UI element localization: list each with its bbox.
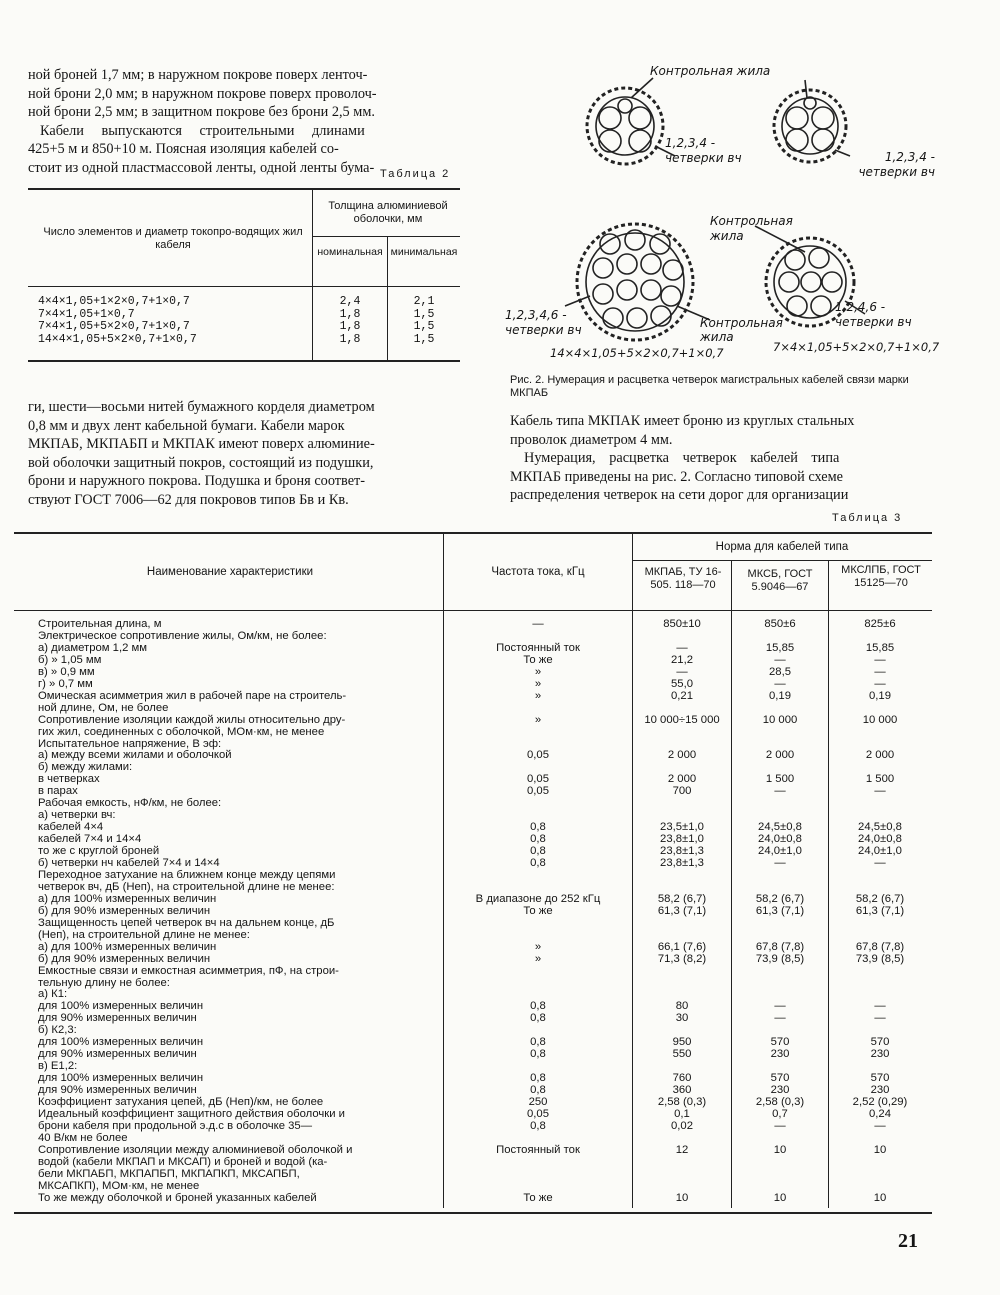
table3-cell: 10 <box>773 1191 787 1204</box>
table2-row: 7×4×1,05+5×2×0,7+1×0,7 <box>38 320 190 333</box>
table3-cell: 73,9 (8,5) <box>755 952 805 965</box>
table3-cell: — <box>774 1119 786 1132</box>
table2-vline2 <box>387 236 388 361</box>
table3-cell: 55,0 <box>671 677 693 690</box>
table3-cell-name: кабелей 7×4 и 14×4 <box>38 833 142 846</box>
table3-cell: 24,5±0,8 <box>758 821 802 834</box>
table3-cell: » <box>534 665 542 678</box>
table3-cell-name: Рабочая емкость, нФ/км, не более: <box>38 797 222 810</box>
table3-cell: 10 000 <box>862 713 898 726</box>
table3-cell: 0,8 <box>530 1012 546 1025</box>
table3-cell: 0,8 <box>530 845 546 858</box>
table3-cell-name: для 100% измеренных величин <box>38 1036 204 1049</box>
table3-title: Таблица 3 <box>832 512 903 524</box>
table3-cell-name: 40 В/км не более <box>38 1131 128 1144</box>
table2-row: 4×4×1,05+1×2×0,7+1×0,7 <box>38 295 190 308</box>
label-control-1: Контрольная жила <box>650 64 771 78</box>
table3-cell: То же <box>523 1191 553 1204</box>
table3-cell: 2 000 <box>667 749 697 762</box>
table3-cell: 0,19 <box>869 689 891 702</box>
table3-cell-name: то же с круглой броней <box>38 845 160 858</box>
table3-cell: 24,5±0,8 <box>858 821 902 834</box>
table3-cell: 23,8±1,0 <box>660 833 704 846</box>
table3-header-name: Наименование характеристики <box>146 566 314 578</box>
table3-cell: 2,58 (0,3) <box>755 1096 805 1108</box>
table2-bottom-rule <box>28 360 460 362</box>
table3-cell: 73,9 (8,5) <box>855 952 905 965</box>
table3-cell: 950 <box>672 1036 692 1049</box>
table3-cell: 58,2 (6,7) <box>855 892 905 905</box>
table3-cell: То же <box>523 653 553 666</box>
table3-cell: 0,19 <box>769 689 791 702</box>
table3-header-c2: МКСБ, ГОСТ 5.9046—67 <box>747 568 813 593</box>
table2-row: 7×4×1,05+1×0,7 <box>38 307 135 321</box>
table3-cell: — <box>874 677 886 690</box>
text-line: МКПАБ, МКПАБП и МКПАК имеют поверх алюминие- <box>28 436 375 453</box>
table3-cell: » <box>534 689 542 702</box>
table3-cell: 10 000÷15 000 <box>644 713 720 726</box>
table3-cell: — <box>774 1012 786 1025</box>
table3-cell: 10 <box>873 1191 887 1204</box>
paragraph-right <box>510 412 930 505</box>
paragraph-top-left <box>28 66 458 178</box>
cell-min: 2,1 <box>413 295 435 308</box>
table3-cell: 2 000 <box>765 749 795 762</box>
table3-cell-name: а) четверки вч: <box>38 809 116 822</box>
table3-cell: 250 <box>528 1096 548 1108</box>
table3-cell: 10 <box>773 1143 787 1156</box>
table3-cell: 0,1 <box>674 1107 690 1120</box>
table3-cell-name: г) » 0,7 мм <box>38 677 93 690</box>
table3-cell: » <box>534 713 542 726</box>
table3-cell: 0,8 <box>530 821 546 834</box>
table3-cell-name: Электрическое сопротивление жилы, Ом/км, не более: <box>38 629 327 642</box>
text-line: Кабели выпускаются строительными длинами <box>40 122 365 139</box>
table3-cell: 570 <box>770 1072 790 1085</box>
table3-cell: — <box>774 785 786 798</box>
table3-cell: 12 <box>675 1143 689 1156</box>
table3-cell: 30 <box>675 1012 689 1025</box>
table3-cell-name: б) четверки нч кабелей 7×4 и 14×4 <box>38 857 220 869</box>
table3-cell-name: для 90% измеренных величин <box>38 1084 197 1097</box>
paragraph-bottom-left <box>28 398 458 510</box>
table3-cell-name: Идеальный коэффициент защитного действия оболочки и <box>38 1107 345 1120</box>
table3-cell: 61,3 (7,1) <box>755 904 805 917</box>
table3-cell-name: а) диаметром 1,2 мм <box>38 641 148 654</box>
table3-cell-name: а) для 100% измеренных величин <box>38 892 217 905</box>
table3-cell-name: МКСАПКП), МОм·км, не менее <box>38 1179 200 1192</box>
table3-cell-name: Сопротивление изоляции между алюминиевой оболочкой и <box>38 1143 353 1156</box>
table3-cell-name: брони кабеля при продольной э.д.с в оболочке 35— <box>38 1119 312 1132</box>
table3-cell: — <box>874 1012 886 1025</box>
table3-cell-name: для 100% измеренных величин <box>38 1000 204 1013</box>
table3-cell: 61,3 (7,1) <box>855 904 905 917</box>
table3-cell-name: ной длине, Ом, не более <box>38 701 169 714</box>
table3-cell-name: кабелей 4×4 <box>38 821 104 834</box>
table3-cell: 10 <box>873 1143 887 1156</box>
label-quads-1: 1,2,3,4 - четверки вч <box>665 136 742 165</box>
formula-right: 7×4×1,05+5×2×0,7+1×0,7 <box>773 340 940 354</box>
table3-cell-name: б) » 1,05 мм <box>38 653 102 666</box>
table3-cell: 1 500 <box>865 773 895 786</box>
table3-group-rule <box>632 560 932 561</box>
table2-rows <box>38 296 197 346</box>
cell-min: 1,5 <box>413 307 435 321</box>
table3-cell-name: бели МКПАБП, МКПАПБП, МКПАПКП, МКСАПБП, <box>38 1167 300 1180</box>
page-number: 21 <box>898 1230 918 1252</box>
table3-header-c1: МКПАБ, ТУ 16-505. 118—70 <box>644 566 722 591</box>
figure-caption: Рис. 2. Нумерация и расцветка четверок магистральных кабелей связи марки МКПАБ <box>510 374 909 399</box>
table3-cell-name: Емкостные связи и емкостная асимметрия, пФ, на строи- <box>38 964 339 977</box>
table3-cell: — <box>774 1000 786 1013</box>
label-control-3: Контрольная жила <box>700 316 783 344</box>
table3-cell-name: а) для 100% измеренных величин <box>38 940 217 953</box>
table3-cell: 61,3 (7,1) <box>657 904 707 917</box>
table3-cell: — <box>676 665 688 678</box>
text-line: вой оболочки защитный покров, состоящий из подушки, <box>28 454 374 471</box>
table2-col1-header: Число элементов и диаметр токопро-водящих жил кабеля <box>43 226 303 251</box>
table2-sub1: номинальная <box>317 246 383 258</box>
table3-header-c3: МКСЛПБ, ГОСТ 15125—70 <box>841 564 921 589</box>
table3-top-rule <box>14 532 932 534</box>
cell-min: 1,5 <box>413 332 435 346</box>
table3-cell: 24,0±0,8 <box>858 833 902 846</box>
table3-vline-3 <box>731 560 732 1208</box>
table3-cell: — <box>676 641 688 654</box>
table3-cell: 760 <box>672 1072 692 1085</box>
table3-cell: 360 <box>672 1084 692 1097</box>
table3-cell: 2 000 <box>865 749 895 762</box>
table3-cell: 0,8 <box>530 1072 546 1085</box>
table3-cell: 71,3 (8,2) <box>657 952 707 965</box>
table3-bottom-rule <box>14 1212 932 1214</box>
text-line: распределения четверок на сети дорог для организации <box>510 487 849 504</box>
table3-cell-name: Омическая асимметрия жил в рабочей паре на строитель- <box>38 689 347 702</box>
table3-cell: 10 <box>675 1191 689 1204</box>
text-line: проволок диаметром 4 мм. <box>510 431 673 448</box>
text-line: ной броней 1,7 мм; в наружном покрове поверх ленточ- <box>28 67 368 83</box>
table3-cell-name: в) Е1,2: <box>38 1060 78 1073</box>
table3-cell: 570 <box>770 1036 790 1049</box>
table3-cell: 0,8 <box>530 1048 546 1061</box>
table3-cell-name: Испытательное напряжение, В эф: <box>38 737 222 750</box>
table3-cell-name: а) между всеми жилами и оболочкой <box>38 749 232 762</box>
table3-cell: 23,5±1,0 <box>660 821 704 834</box>
table3-cell-name: водой (кабели МКПАП и МКСАП) и броней и водой (ка- <box>38 1155 328 1168</box>
table3-cell-name: гих жил, соединенных с оболочкой, МОм·км, не менее <box>38 725 325 738</box>
text-line: ной брони 2,5 мм; в защитном покрове без брони 2,5 мм. <box>28 104 375 121</box>
cell-min: 1,5 <box>413 320 435 333</box>
table3-cell: 24,0±1,0 <box>758 845 802 858</box>
table2-nom-col <box>320 296 380 346</box>
table3-cell: » <box>534 952 542 965</box>
table3-header-rule <box>14 610 932 611</box>
table3-cell: 21,2 <box>671 653 693 666</box>
table3-cell: — <box>874 857 886 869</box>
text-line: 0,8 мм и двух лент кабельной бумаги. Кабели марок <box>28 417 345 434</box>
table3-cell: » <box>534 940 542 953</box>
table3-cell: 58,2 (6,7) <box>657 892 707 905</box>
table3-cell: 24,0±0,8 <box>758 833 802 846</box>
table3-header-group: Норма для кабелей типа <box>715 541 849 553</box>
table3-cell: — <box>774 677 786 690</box>
table3-cell: 10 000 <box>762 713 798 726</box>
table3-cell: 0,8 <box>530 857 546 869</box>
table3-cell-name: в) » 0,9 мм <box>38 665 95 678</box>
table3-cell: В диапазоне до 252 кГц <box>475 892 601 905</box>
table3-cell-name: б) для 90% измеренных величин <box>38 904 211 917</box>
table3-cell: 0,8 <box>530 1036 546 1049</box>
table3-cell: 0,21 <box>671 689 693 702</box>
table3-cell: 570 <box>870 1036 890 1049</box>
table3-cell-name: Строительная длина, м <box>38 618 162 630</box>
table3-vline-2 <box>632 533 633 1208</box>
label-quads-3: 1,2,3,4,6 - четверки вч <box>505 308 582 337</box>
table3-cell-name: Переходное затухание на ближнем конце между цепями <box>38 868 336 881</box>
cell-nom: 1,8 <box>339 320 361 333</box>
table3-cell: 23,8±1,3 <box>660 857 704 869</box>
table3-cell: 230 <box>770 1084 790 1097</box>
table3-cell: — <box>532 618 544 630</box>
table3-cell-name: б) между жилами: <box>38 761 133 774</box>
table3-cell: 700 <box>672 785 692 798</box>
table3-cell-name: в парах <box>38 785 78 798</box>
table3-cell: 15,85 <box>765 641 795 654</box>
table2-top-rule <box>28 188 460 190</box>
table3-cell: » <box>534 677 542 690</box>
table3-cell: 24,0±1,0 <box>858 845 902 858</box>
table3-cell: 2,58 (0,3) <box>657 1096 707 1108</box>
table3-cell: — <box>774 857 786 869</box>
label-control-2: Контрольная жила <box>710 214 793 243</box>
table3-cell: 825±6 <box>864 618 896 630</box>
table3-cell: 2 000 <box>667 773 697 786</box>
table3-cell: Постоянный ток <box>496 641 580 654</box>
table3-cell-name: Сопротивление изоляции каждой жилы относительно дру- <box>38 713 346 726</box>
table2-min-col <box>394 296 454 346</box>
table2-group-rule <box>312 236 460 237</box>
table3-cell-name: б) К2,3: <box>38 1024 77 1037</box>
cell-nom: 2,4 <box>339 295 361 308</box>
table3-cell: 0,05 <box>527 785 549 798</box>
table3-cell: 23,8±1,3 <box>660 845 704 858</box>
table3-cell: 0,8 <box>530 1084 546 1097</box>
label-quads-2: 1,2,3,4 - четверки вч <box>858 150 935 179</box>
table3-cell-name: а) К1: <box>38 988 68 1001</box>
label-quads-4: 1,2,4,6 - четверки вч <box>835 300 912 329</box>
table3-cell: 0,05 <box>527 773 549 786</box>
table2-sub2: минимальная <box>390 246 458 258</box>
table3-cell: 0,05 <box>527 1107 549 1120</box>
cell-nom: 1,8 <box>339 307 361 321</box>
table3-cell: — <box>874 785 886 798</box>
table3-cell: 0,24 <box>869 1107 891 1120</box>
table3-cell-name: в четверках <box>38 773 100 786</box>
text-line: стоит из одной пластмассовой ленты, одной ленты бума- <box>28 159 375 176</box>
figure-2 <box>505 56 940 366</box>
table3-cell: Постоянный ток <box>496 1143 580 1156</box>
table3-cell-name: (Неп), на строительной длине не менее: <box>38 928 250 941</box>
text-line: Кабель типа МКПАК имеет броню из круглых стальных <box>510 413 855 429</box>
table3-cell: — <box>874 1119 886 1132</box>
table3-cell: — <box>874 653 886 666</box>
table3-cell: 67,8 (7,8) <box>755 940 805 953</box>
table3-cell-name: Коэффициент затухания цепей, дБ (Неп)/км, не более <box>38 1096 324 1108</box>
table2-title: Таблица 2 <box>380 168 451 180</box>
text-line: ги, шести—восьми нитей бумажного корделя диаметром <box>28 399 375 415</box>
table3-cell: — <box>874 1000 886 1013</box>
cell-nom: 1,8 <box>339 332 361 346</box>
table3-cell: — <box>774 653 786 666</box>
table3-cell: 230 <box>870 1048 890 1061</box>
table3-vline-1 <box>443 533 444 1208</box>
table3-cell: — <box>874 665 886 678</box>
table3-cell: 58,2 (6,7) <box>755 892 805 905</box>
table3-cell: 80 <box>675 1000 689 1013</box>
table3-cell: 0,7 <box>772 1107 788 1120</box>
table2-vline <box>312 189 313 361</box>
table2-row: 14×4×1,05+5×2×0,7+1×0,7 <box>38 332 197 346</box>
table3-cell: То же <box>523 904 553 917</box>
table3-cell-name: для 90% измеренных величин <box>38 1048 197 1061</box>
table3-cell: 15,85 <box>865 641 895 654</box>
text-line: брони и наружного покрова. Подушка и броня соответ- <box>28 473 366 490</box>
table3-cell: 570 <box>870 1072 890 1085</box>
text-line: ной брони 2,0 мм; в наружном покрове поверх проволоч- <box>28 85 377 102</box>
table3-cell-name: для 100% измеренных величин <box>38 1072 204 1085</box>
table3-cell-name: для 90% измеренных величин <box>38 1012 197 1025</box>
table3-cell: 850±10 <box>663 618 701 630</box>
table3-cell-name: четверок вч, дБ (Неп), на строительной длине не менее: <box>38 880 335 893</box>
table3-cell: 230 <box>870 1084 890 1097</box>
table3-cell: 550 <box>672 1048 692 1061</box>
table3-cell: 230 <box>770 1048 790 1061</box>
table3-cell: 0,8 <box>530 1119 546 1132</box>
table3-cell: 850±6 <box>764 618 796 630</box>
table3-cell: 28,5 <box>769 665 791 678</box>
table3-cell: 1 500 <box>765 773 795 786</box>
table3-vline-4 <box>828 560 829 1208</box>
table3-cell: 2,52 (0,29) <box>852 1096 908 1108</box>
table3-cell-name: Защищенность цепей четверок вч на дальнем конце, дБ <box>38 916 335 929</box>
table3-cell-name: тельную длину не более: <box>38 976 170 989</box>
formula-left: 14×4×1,05+5×2×0,7+1×0,7 <box>550 346 724 360</box>
table3-cell: 0,05 <box>527 749 549 762</box>
text-line: МКПАБ приведены на рис. 2. Согласно типовой схеме <box>510 468 844 485</box>
text-line: Нумерация, расцветка четверок кабелей типа <box>524 450 840 467</box>
table2-group-header: Толщина алюминиевой оболочки, мм <box>328 200 448 225</box>
table3-cell: 66,1 (7,6) <box>657 940 707 953</box>
table3-cell-name: То же между оболочкой и броней указанных кабелей <box>38 1191 317 1204</box>
table3-cell: 0,8 <box>530 833 546 846</box>
table3-header-freq: Частота тока, кГц <box>491 566 585 578</box>
text-line: 425+5 м и 850+10 м. Поясная изоляция кабелей со- <box>28 141 339 158</box>
table2-header-rule <box>28 286 460 287</box>
table3-cell: 67,8 (7,8) <box>855 940 905 953</box>
table3-cell: 0,8 <box>530 1000 546 1013</box>
text-line: ствуют ГОСТ 7006—62 для покровов типов Бв и Кв. <box>28 491 349 508</box>
table3-cell-name: б) для 90% измеренных величин <box>38 952 211 965</box>
table3-cell: 0,02 <box>671 1119 693 1132</box>
